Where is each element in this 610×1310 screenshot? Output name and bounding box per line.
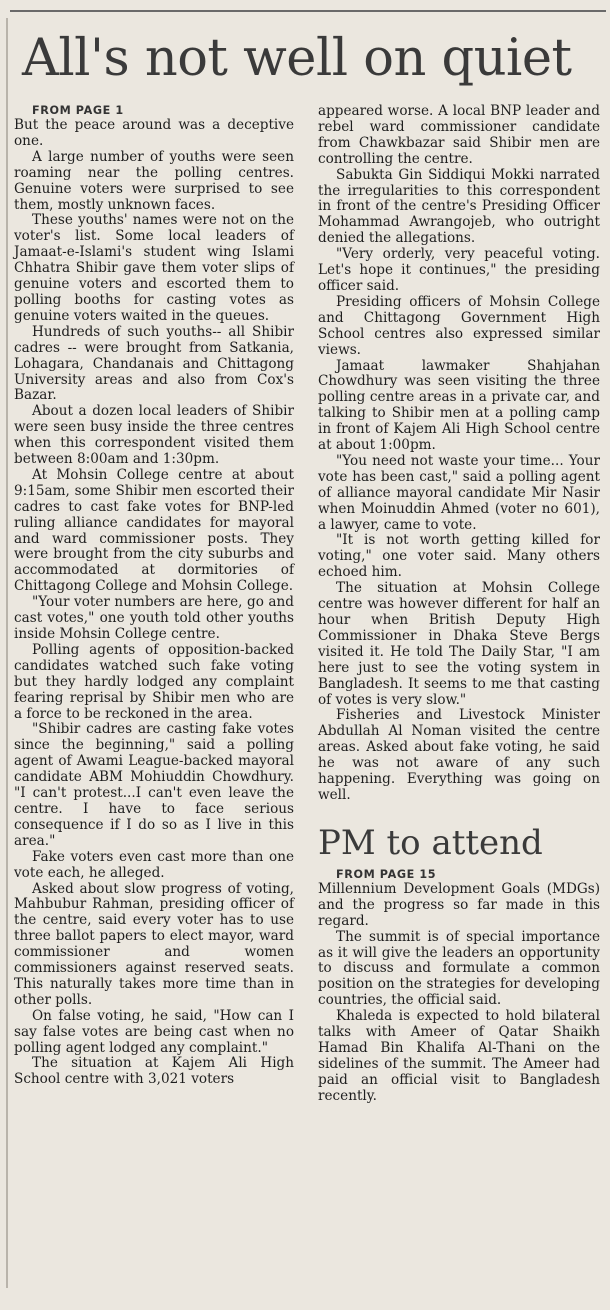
article-paragraph: "Your voter numbers are here, go and cast votes," one youth told other youths inside Mohsin College centre.	[14, 594, 294, 642]
article-paragraph: On false voting, he said, "How can I say false votes are being cast when no polling agent lodged any complaint."	[14, 1007, 294, 1056]
article-paragraph: A large number of youths were seen roaming near the polling centres. Genuine voters were surprised to see them, mostly unknown faces.	[14, 148, 294, 213]
article-paragraph: "You need not waste your time... Your vote has been cast," said a polling agent of alliance mayoral candidate Mir Nasir when Moinuddin Ahmed (voter no 601), a lawyer, came to vote.	[318, 452, 600, 533]
second-story-headline: PM to attend	[318, 822, 543, 863]
article-continuation: Millennium Development Goals (MDGs) and the progress so far made in this regard.	[318, 880, 600, 929]
article-paragraph: Presiding officers of Mohsin College and Chittagong Government High School centres also expressed similar views.	[318, 293, 600, 358]
article-paragraph: Khaleda is expected to hold bilateral talks with Ameer of Qatar Shaikh Hamad Bin Khalifa Al-Thani on the sidelines of the summit. The Ameer had paid an official visit to Bangladesh recently.	[318, 1008, 600, 1104]
article-paragraph: Hundreds of such youths-- all Shibir cadres -- were brought from Satkania, Lohagara, Chandanais and Chittagong University areas and also from Cox's Bazar.	[14, 323, 294, 404]
article-paragraph: Jamaat lawmaker Shahjahan Chowdhury was seen visiting the three polling centre areas in a private car, and talking to Shibir men at a polling camp in front of Kajem Ali High School centre at about 1:00pm.	[318, 357, 600, 454]
main-headline: All's not well on quiet	[22, 29, 572, 88]
article-paragraph: Asked about slow progress of voting, Mahbubur Rahman, presiding officer of the centre, said every voter has to use three ballot papers to elect mayor, ward commissioner and women commissioners against reserved seats. This naturally takes more time than in other polls.	[14, 880, 294, 1008]
right-column	[318, 104, 600, 1105]
left-column	[14, 104, 294, 1088]
article-paragraph: Polling agents of opposition-backed candidates watched such fake voting but they hardly lodged any complaint fearing reprisal by Shibir men who are a force to be reckoned in the area.	[14, 641, 294, 722]
article-paragraph: The summit is of special importance as it will give the leaders an opportunity to discuss and formulate a common position on the strategies for developing countries, the official said.	[318, 928, 600, 1009]
article-paragraph: "Shibir cadres are casting fake votes since the beginning," said a polling agent of Awami League-backed mayoral candidate ABM Mohiuddin Chowdhury. "I can't protest...I can't even leave the centre. I have to face serious consequence if I do so as I live in this area."	[14, 721, 294, 849]
article-paragraph: About a dozen local leaders of Shibir were seen busy inside the three centres when this correspondent visited them between 8:00am and 1:30pm.	[14, 403, 294, 468]
article-paragraph: "Very orderly, very peaceful voting. Let's hope it continues," the presiding officer said.	[318, 246, 600, 294]
article-continuation: appeared worse. A local BNP leader and rebel ward commissioner candidate from Chawkbazar said Shibir men are controlling the centre.	[318, 103, 600, 167]
from-page-label: FROM PAGE 1	[32, 104, 124, 117]
article-paragraph: Sabukta Gin Siddiqui Mokki narrated the irregularities to this correspondent in front of the centre's Presiding Officer Mohammad Awrangojeb, who outright denied the allegations.	[318, 166, 600, 247]
article-paragraph: These youths' names were not on the voter's list. Some local leaders of Jamaat-e-Islami's student wing Islami Chhatra Shibir gave them voter slips of genuine voters and escorted them to polling booths for casting votes as genuine voters waited in the queues.	[14, 212, 294, 324]
from-page-label: FROM PAGE 15	[336, 867, 437, 881]
top-rule	[10, 10, 606, 12]
left-edge-shadow	[6, 18, 8, 1288]
article-paragraph: The situation at Kajem Ali High School centre with 3,021 voters	[14, 1055, 294, 1088]
article-paragraph: But the peace around was a deceptive one.	[14, 117, 294, 149]
article-paragraph: Fake voters even cast more than one vote each, he alleged.	[14, 848, 294, 881]
article-paragraph: At Mohsin College centre at about 9:15am, some Shibir men escorted their cadres to cast fake votes for BNP-led ruling alliance candidates for mayoral and ward commissioner posts. They were brought from the city suburbs and accommodated at dormitories of Chittagong College and Mohsin College.	[14, 466, 294, 595]
article-paragraph: "It is not worth getting killed for voting," one voter said. Many others echoed him.	[318, 532, 600, 581]
article-paragraph: Fisheries and Livestock Minister Abdullah Al Noman visited the centre areas. Asked about fake voting, he said he was not aware of any such happening. Everything was going on well.	[318, 707, 600, 803]
article-paragraph: The situation at Mohsin College centre was however different for half an hour when British Deputy High Commissioner in Dhaka Steve Bergs visited it. He told The Daily Star, "I am here just to see the voting system in Bangladesh. It seems to me that casting of votes is very slow."	[318, 580, 600, 708]
